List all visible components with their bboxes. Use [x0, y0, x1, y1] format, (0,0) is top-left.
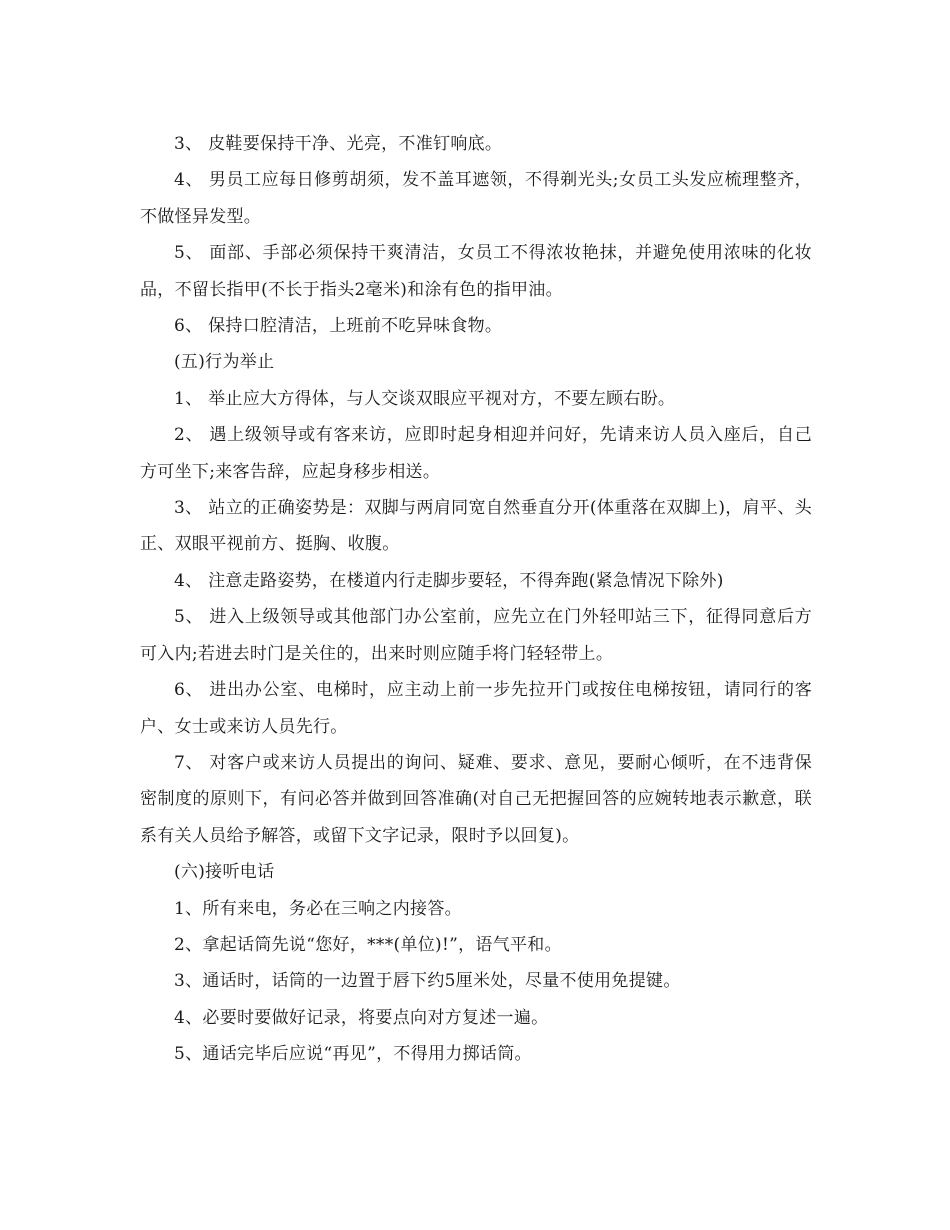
paragraph-goodbye: 5、通话完毕后应说“再见”，不得用力掷话筒。	[174, 1044, 532, 1065]
paragraph-demeanor: 1、 举止应大方得体，与人交谈双眼应平视对方，不要左顾右盼。	[174, 388, 676, 409]
paragraph-walking: 4、 注意走路姿势，在楼道内行走脚步要轻，不得奔跑(紧急情况下除外)	[174, 570, 724, 591]
paragraph-handset-position: 3、通话时，话筒的一边置于唇下约5厘米处，尽量不使用免提键。	[174, 971, 681, 992]
paragraph-standing-posture: 3、 站立的正确姿势是：双脚与两肩同宽自然垂直分开(体重落在双脚上)，肩平、头正、双眼平视前方、挺胸、收腹。	[140, 498, 812, 555]
paragraph-shoes: 3、 皮鞋要保持干净、光亮，不准钉响底。	[174, 134, 503, 154]
paragraph-oral-hygiene: 6、 保持口腔清洁，上班前不吃异味食物。	[174, 316, 503, 337]
section-heading-behavior: (五)行为举止	[174, 352, 275, 373]
paragraph-answer-rings: 1、所有来电，务必在三响之内接答。	[174, 898, 462, 919]
document-body	[140, 126, 812, 1073]
paragraph-hair: 4、 男员工应每日修剪胡须，发不盖耳遮领，不得剃光头;女员工头发应梳理整齐，不做怪异发型。	[140, 170, 812, 227]
paragraph-take-notes: 4、必要时要做好记录，将要点向对方复述一遍。	[174, 1007, 549, 1028]
paragraph-visitors: 2、 遇上级领导或有客来访，应即时起身相迎并问好，先请来访人员入座后，自己方可坐下;来客告辞，应起身移步相送。	[140, 425, 812, 482]
paragraph-inquiries: 7、 对客户或来访人员提出的询问、疑难、要求、意见，要耐心倾听，在不违背保密制度的原则下，有问必答并做到回答准确(对自己无把握回答的应婉转地表示歉意，联系有关人员给予解答，或留下文字记录，限时予以回复)。	[140, 752, 812, 846]
paragraph-doors-elevators: 6、 进出办公室、电梯时，应主动上前一步先拉开门或按住电梯按钮，请同行的客户、女士或来访人员先行。	[140, 680, 812, 737]
paragraph-entering-office: 5、 进入上级领导或其他部门办公室前，应先立在门外轻叩站三下，征得同意后方可入内;若进去时门是关住的，出来时则应随手将门轻轻带上。	[140, 607, 812, 664]
paragraph-greeting: 2、拿起话筒先说“您好，***(单位)!”，语气平和。	[174, 934, 562, 955]
section-heading-phone: (六)接听电话	[174, 862, 275, 883]
paragraph-face-hands: 5、 面部、手部必须保持干爽清洁，女员工不得浓妆艳抹，并避免使用浓味的化妆品，不留长指甲(不长于指头2毫米)和涂有色的指甲油。	[140, 243, 812, 300]
